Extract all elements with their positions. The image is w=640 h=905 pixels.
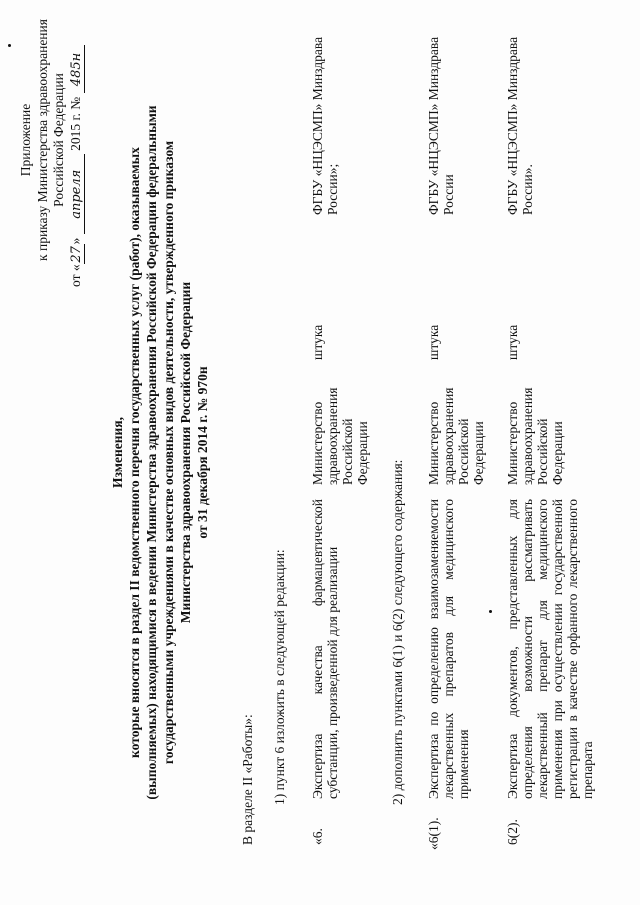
heading-line3: (выполняемых) находящимися в ведении Министерства здравоохранения Российской Федерации федеральными	[144, 105, 159, 800]
section-intro: В разделе II «Работы»:	[240, 714, 255, 845]
date-mid: »	[68, 237, 83, 245]
row-6-ministry: Министерство здравоохранения Российской Федерации	[310, 387, 370, 485]
stray-mark	[489, 610, 492, 613]
row-6-2-number: 6(2).	[505, 819, 520, 845]
row-6-1-org: ФГБУ «НЦЭСМП» Минздрава России	[426, 36, 456, 215]
date-year: 2015 г. №	[68, 96, 83, 151]
row-6-2-description: Экспертиза документов, представленных для определения возможности рассматривать лекарственный препарат для медицинского применения при осуществлении государственной регистрации в качестве орфанного лекарственного препарата	[505, 499, 595, 799]
row-6-2-unit: штука	[505, 324, 520, 360]
item-1: 1) пункт 6 изложить в следующей редакции:	[272, 549, 287, 805]
appendix-line1: к приказу Министерства здравоохранения	[35, 19, 50, 261]
heading-line1: Изменения,	[110, 417, 125, 488]
row-6-2-org: ФГБУ «НЦЭСМП» Минздрава России».	[505, 36, 535, 215]
row-6-description: Экспертиза качества фармацевтической субстанции, произведенной для реализации	[310, 499, 340, 799]
appendix-line2: Российской Федерации	[51, 73, 66, 207]
row-6-org: ФГБУ «НЦЭСМП» Минздрава России»;	[310, 36, 340, 215]
date-month: апреля	[69, 154, 85, 234]
date-day: 27	[69, 246, 84, 263]
item-2: 2) дополнить пунктами 6(1) и 6(2) следующего содержания:	[390, 459, 405, 805]
row-6-1-number: «6(1).	[426, 817, 441, 850]
heading-line6: от 31 декабря 2014 г. № 970н	[195, 366, 210, 539]
row-6-1-unit: штука	[426, 324, 441, 360]
heading-line4: государственными учреждениями в качестве основных видов деятельности, утвержденного приказом	[161, 140, 176, 765]
appendix-date	[68, 45, 85, 287]
appendix-title: Приложение	[18, 103, 33, 177]
heading-line5: Министерства здравоохранения Российской Федерации	[178, 281, 193, 624]
row-6-unit: штука	[310, 324, 325, 360]
heading-line2: которые вносятся в раздел II ведомственного перечня государственных услуг (работ), оказываемых	[127, 147, 142, 758]
date-prefix: от «	[68, 264, 83, 287]
order-number: 485н	[69, 45, 85, 93]
row-6-number: «6.	[310, 828, 325, 845]
row-6-2-ministry: Министерство здравоохранения Российской Федерации	[505, 387, 565, 485]
corner-mark	[8, 44, 11, 47]
row-6-1-ministry: Министерство здравоохранения Российской Федерации	[426, 387, 486, 485]
row-6-1-description: Экспертиза по определению взаимозаменяемости лекарственных препаратов для медицинского применения	[426, 499, 471, 799]
